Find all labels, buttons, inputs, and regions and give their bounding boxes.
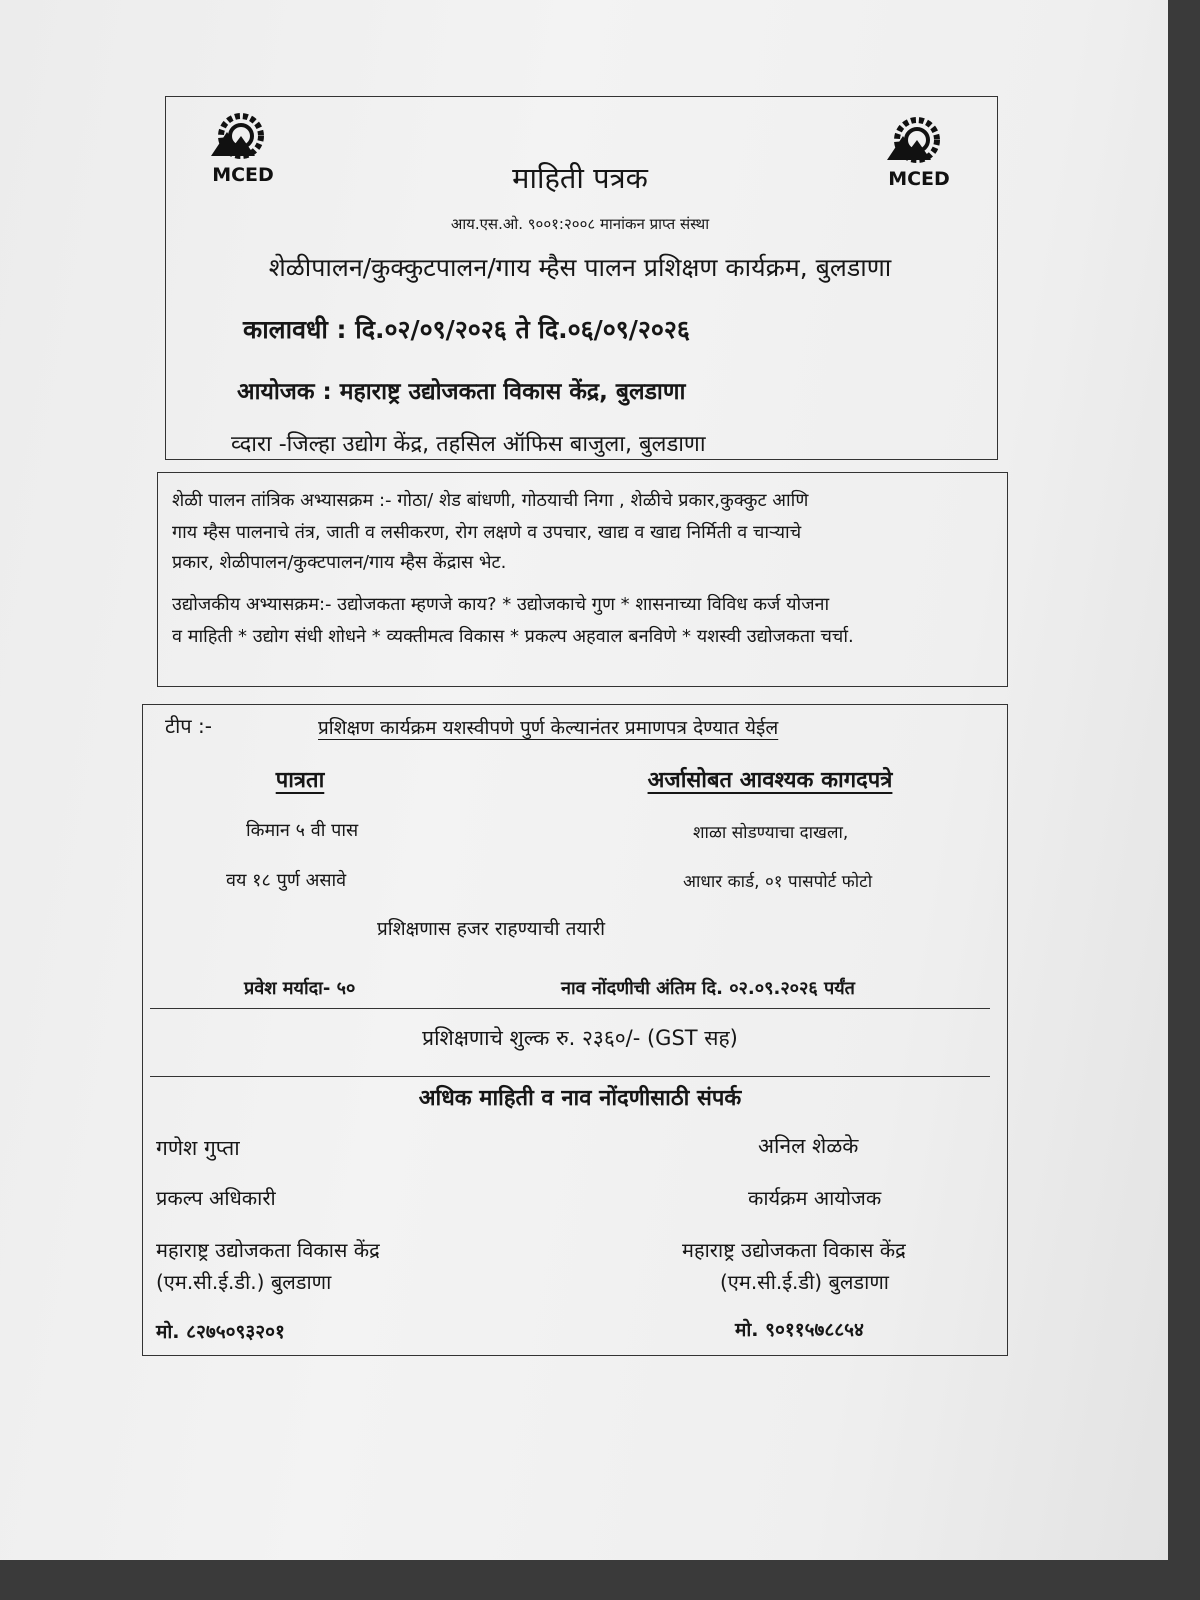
notice-text: प्रशिक्षण कार्यक्रम यशस्वीपणे पुर्ण केल्यानंतर प्रमाणपत्र देण्यात येईल	[318, 717, 779, 739]
contact-right-role: कार्यक्रम आयोजक	[748, 1186, 882, 1210]
entrepreneur-syllabus-line: व माहिती * उद्योग संधी शोधने * व्यक्तीमत्व विकास * प्रकल्प अहवाल बनविणे * यशस्वी उद्योजकता चर्चा.	[172, 626, 854, 647]
organizer: आयोजक : महाराष्ट्र उद्योजकता विकास केंद्र, बुलडाणा	[237, 379, 686, 405]
technical-syllabus-line: गाय म्हैस पालनाचे तंत्र, जाती व लसीकरण, रोग लक्षणे व उपचार, खाद्य व खाद्य निर्मिती व चाऱ्याचे	[172, 522, 802, 543]
divider	[150, 1008, 990, 1009]
divider	[150, 1076, 990, 1077]
logo-text: MCED	[212, 164, 274, 184]
training-fee: प्रशिक्षणाचे शुल्क रु. २३६०/- (GST सह)	[422, 1026, 738, 1050]
document-item: आधार कार्ड, ०१ पासपोर्ट फोटो	[683, 872, 873, 892]
program-duration: कालावधी : दि.०२/०९/२०२६ ते दि.०६/०९/२०२६	[243, 315, 690, 344]
technical-syllabus-line: शेळी पालन तांत्रिक अभ्यासक्रम :- गोठा/ शेड बांधणी, गोठयाची निगा , शेळीचे प्रकार,कुक्कुट आणि	[172, 490, 809, 511]
program-title: शेळीपालन/कुक्कुटपालन/गाय म्हैस पालन प्रशिक्षण कार्यक्रम, बुलडाणा	[268, 253, 892, 282]
iso-certification: आय.एस.ओ. ९००१:२००८ मानांकन प्राप्त संस्था	[450, 215, 710, 233]
notice-label: टीप :-	[165, 714, 212, 738]
contact-left-org-short: (एम.सी.ई.डी.) बुलडाणा	[156, 1270, 332, 1294]
technical-syllabus-line: प्रकार, शेळीपालन/कुक्टपालन/गाय म्हैस केंद्रास भेट.	[172, 552, 507, 573]
contact-left-role: प्रकल्प अधिकारी	[156, 1186, 276, 1210]
mced-logo-right	[873, 108, 965, 188]
page-title: माहिती पत्रक	[512, 161, 648, 195]
contact-left-name: गणेश गुप्ता	[156, 1136, 240, 1160]
contact-right-phone: मो. ९०११५७८८५४	[735, 1319, 864, 1341]
registration-deadline: नाव नोंदणीची अंतिम दि. ०२.०९.२०२६ पर्यंत	[561, 978, 855, 999]
admission-limit: प्रवेश मर्यादा- ५०	[244, 978, 356, 999]
contact-left-phone: मो. ८२७५०९३२०१	[156, 1321, 285, 1343]
contact-right-name: अनिल शेळके	[758, 1134, 859, 1158]
logo-text: MCED	[888, 168, 950, 188]
contact-right-org: महाराष्ट्र उद्योजकता विकास केंद्र	[682, 1238, 906, 1262]
eligibility-item: किमान ५ वी पास	[246, 820, 359, 841]
documents-heading: अर्जासोबत आवश्यक कागदपत्रे	[647, 768, 893, 793]
eligibility-item: वय १८ पुर्ण असावे	[226, 870, 347, 891]
document-item: शाळा सोडण्याचा दाखला,	[693, 823, 849, 843]
venue: व्दारा -जिल्हा उद्योग केंद्र, तहसिल ऑफिस बाजुला, बुलडाणा	[231, 432, 706, 457]
eligibility-readiness: प्रशिक्षणास हजर राहण्याची तयारी	[377, 918, 606, 940]
mced-logo-left	[197, 104, 289, 184]
contact-left-org: महाराष्ट्र उद्योजकता विकास केंद्र	[156, 1238, 380, 1262]
contact-heading: अधिक माहिती व नाव नोंदणीसाठी संपर्क	[418, 1086, 742, 1111]
entrepreneur-syllabus-line: उद्योजकीय अभ्यासक्रम:- उद्योजकता म्हणजे काय? * उद्योजकाचे गुण * शासनाच्या विविध कर्ज योजना	[172, 594, 830, 615]
eligibility-heading: पात्रता	[275, 768, 325, 793]
contact-right-org-short: (एम.सी.ई.डी) बुलडाणा	[720, 1270, 889, 1294]
